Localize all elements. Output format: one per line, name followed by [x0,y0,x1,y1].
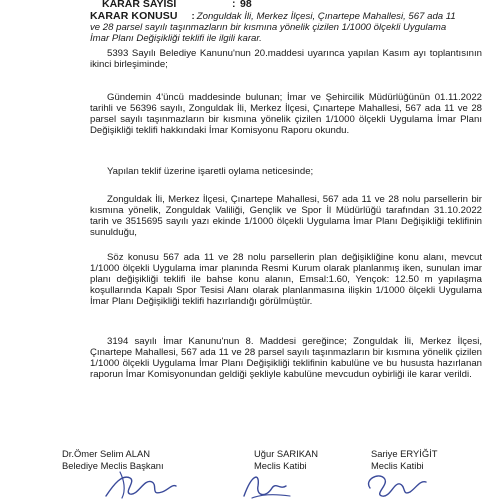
handwritten-signature-chairman [100,466,180,500]
paragraph-voting-result: Yapılan teklif üzerine işaretli oylama neticesinde; [107,166,314,177]
handwritten-signature-clerk-1 [236,468,296,500]
decision-number-colon: : [232,0,236,10]
decision-number-value: 98 [240,0,252,10]
decision-subject-colon: : [191,11,195,22]
signature-title: Meclis Katibi [254,459,307,471]
decision-subject-block [90,11,460,44]
decision-subject-value: Zonguldak İli, Merkez İlçesi, Çınartepe Mahallesi, 567 ada 11 ve 28 parsel sayılı taşınmazların bir kısmına yönelik çizilen 1/1000 ölçekli Uygulama İmar Planı Değişikliği teklifi ile ilgili karar. [90,11,456,44]
decision-number-label: KARAR SAYISI [102,0,177,10]
paragraph-plan-change-details: Söz konusu 567 ada 11 ve 28 nolu parsellerin plan değişikliğine konu alanı, mevcut 1/1000 ölçekli Uygulama imar planında Resmi Kurum olarak planlanmış iken, sunulan imar planı değişikliği teklifi ile bahse konu alanın, Emsal:1.60, Yençok: 12.50 m yapılaşma koşullarında Kapalı Spor Tesisi Alanı olarak planlanmasına ilişkin 1/1000 ölçekli Uygulama İmar Planı Değişikliği teklifi hazırlandığı görülmüştür. [90,252,482,308]
handwritten-signature-clerk-2 [360,466,430,500]
paragraph-final-decision: 3194 sayılı İmar Kanunu'nun 8. Maddesi gereğince; Zonguldak İli, Merkez İlçesi, Çınartepe Mahallesi, 567 ada 11 ve 28 parsel sayılı taşınmazların bir kısmına yönelik çizilen 1/1000 ölçekli Uygulama İmar Planı Değişikliği teklifinin kabulüne ve bu hususta hazırlanan raporun İmar Komisyonundan geldiği şekliyle kabulüne mevcudun oybirliği ile karar verildi. [90,336,482,381]
signature-name: Uğur SARIKAN [254,448,319,459]
paragraph-session-intro: 5393 Sayılı Belediye Kanunu'nun 20.maddesi uyarınca yapılan Kasım ayı toplantısının ikinci birleşiminde; [90,48,482,71]
signature-name: Sariye ERYİĞİT [371,448,438,459]
signature-title: Belediye Meclis Başkanı [62,459,164,471]
decision-subject-label: KARAR KONUSU [90,10,178,22]
paragraph-proposal-submission: Zonguldak İli, Merkez İlçesi, Çınartepe Mahallesi, 567 ada 11 ve 28 nolu parsellerin bir kısmına yönelik, Zonguldak Valiliği, Gençlik ve Spor İl Müdürlüğü tarafından 31.10.2022 tarih ve 3515695 sayılı yazı ekinde 1/1000 ölçekli Uygulama İmar Planı Değişikliği teklifinin sunulduğu, [90,194,482,239]
signature-title: Meclis Katibi [371,459,424,471]
signature-name: Dr.Ömer Selim ALAN [62,448,151,459]
paragraph-agenda-item: Gündemin 4'üncü maddesinde bulunan; İmar ve Şehircilik Müdürlüğünün 01.11.2022 tarihli ve 56396 sayılı, Zonguldak İli, Merkez İlçesi, Çınartepe Mahallesi, 567 ada 11 ve 28 parsel sayılı taşınmazların bir kısmına yönelik çizilen 1/1000 ölçekli Uygulama İmar Planı Değişikliği teklifi hakkındaki İmar Komisyonu Raporu okundu. [90,92,482,137]
